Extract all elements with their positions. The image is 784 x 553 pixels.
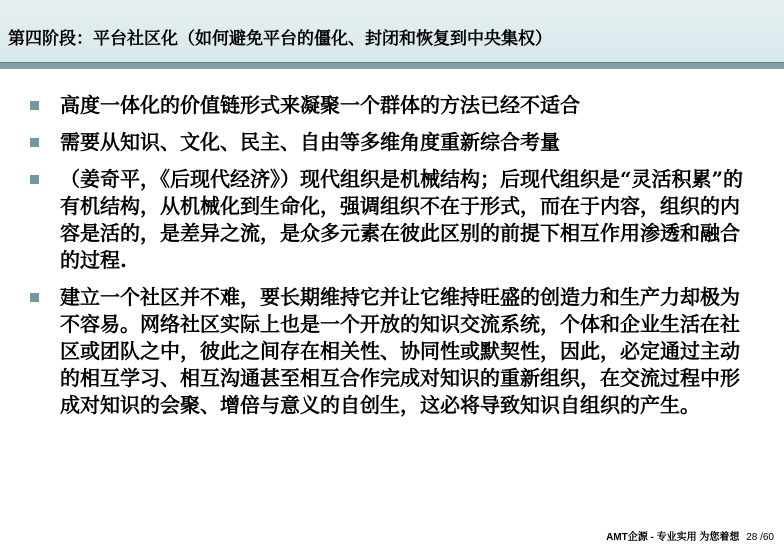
bullet-item — [30, 129, 750, 156]
bullet-text: （姜奇平，《后现代经济》）现代组织是机械结构；后现代组织是“灵活积累”的有机结构，从机械化到生命化，强调组织不在于形式，而在于内容，组织的内容是活的，是差异之流，是众多元素在彼此区别的前提下相互作用渗透和融合的过程. — [60, 167, 744, 272]
square-bullet-icon — [30, 101, 39, 110]
square-bullet-icon — [30, 175, 39, 184]
title-bar — [0, 0, 784, 68]
title-divider — [0, 62, 784, 69]
bullet-item — [30, 92, 750, 119]
slide-title: 第四阶段：平台社区化（如何避免平台的僵化、封闭和恢复到中央集权） — [8, 29, 552, 49]
bullet-text: 需要从知识、文化、民主、自由等多维角度重新综合考量 — [60, 130, 560, 154]
bullet-text: 建立一个社区并不难，要长期维持它并让它维持旺盛的创造力和生产力却极为不容易。网络社区实际上也是一个开放的知识交流系统，个体和企业生活在社区或团队之中，彼此之间存在相关性、协同性或默契性，因此，必定通过主动的相互学习、相互沟通甚至相互合作完成对知识的重新组织，在交流过程中形成对知识的会聚、增倍与意义的自创生，这必将导致知识自组织的产生。 — [60, 285, 740, 417]
bullet-text: 高度一体化的价值链形式来凝聚一个群体的方法已经不适合 — [60, 93, 580, 117]
page-number: 28 /60 — [746, 532, 774, 543]
square-bullet-icon — [30, 138, 39, 147]
bullet-item — [30, 284, 750, 419]
bullet-list — [30, 92, 750, 429]
footer-brand: AMT企源 - 专业实用 为您着想 — [606, 532, 740, 543]
bullet-item — [30, 166, 750, 274]
square-bullet-icon — [30, 293, 39, 302]
slide-footer — [606, 528, 774, 543]
